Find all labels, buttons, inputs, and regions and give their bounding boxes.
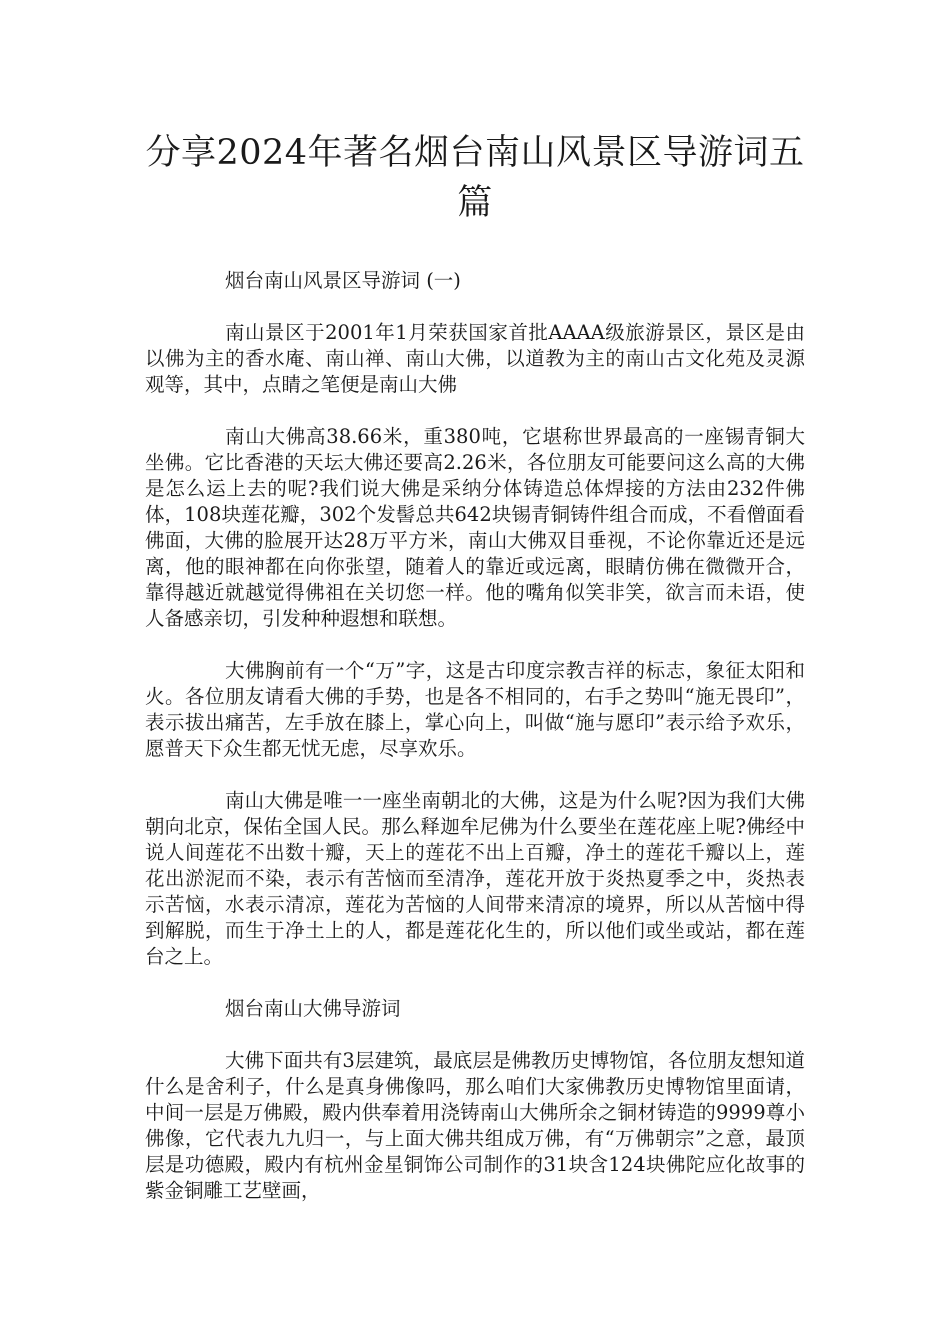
- paragraph-3: 大佛胸前有一个“万”字，这是古印度宗教吉祥的标志，象征太阳和火。各位朋友请看大佛的手势，也是各不相同的，右手之势叫“施无畏印”，表示拔出痛苦，左手放在膝上，掌心向上，叫做“施与愿印”表示给予欢乐，愿普天下众生都无忧无虑，尽享欢乐。: [145, 659, 805, 760]
- paragraph-1: 南山景区于2001年1月荣获国家首批AAAA级旅游景区，景区是由以佛为主的香水庵、南山禅、南山大佛，以道教为主的南山古文化苑及灵源观等，其中，点睛之笔便是南山大佛: [145, 321, 805, 396]
- section-heading-2: 烟台南山大佛导游词: [225, 997, 401, 1020]
- paragraph-5: 大佛下面共有3层建筑，最底层是佛教历史博物馆，各位朋友想知道什么是舍利子，什么是真身佛像吗，那么咱们大家佛教历史博物馆里面请，中间一层是万佛殿，殿内供奉着用浇铸南山大佛所余之铜材铸造的9999尊小佛像，它代表九九归一，与上面大佛共组成万佛，有“万佛朝宗”之意，最顶层是功德殿，殿内有杭州金星铜饰公司制作的31块含124块佛陀应化故事的紫金铜雕工艺壁画，: [145, 1049, 805, 1202]
- document-title: 分享2024年著名烟台南山风景区导游词五篇: [145, 133, 805, 223]
- section-heading-1: 烟台南山风景区导游词 (一): [225, 269, 461, 292]
- document-body: [145, 268, 805, 1230]
- paragraph-2: 南山大佛高38.66米，重380吨，它堪称世界最高的一座锡青铜大坐佛。它比香港的天坛大佛还要高2.26米，各位朋友可能要问这么高的大佛是怎么运上去的呢?我们说大佛是采纳分体铸造总体焊接的方法由232件佛体，108块莲花瓣，302个发髻总共642块锡青铜铸件组合而成，不看僧面看佛面，大佛的脸展开达28万平方米，南山大佛双目垂视，不论你靠近还是远离，他的眼神都在向你张望，随着人的靠近或远离，眼睛仿佛在微微开合，靠得越近就越觉得佛祖在关切您一样。他的嘴角似笑非笑，欲言而未语，使人备感亲切，引发种种遐想和联想。: [145, 425, 805, 630]
- paragraph-4: 南山大佛是唯一一座坐南朝北的大佛，这是为什么呢?因为我们大佛朝向北京，保佑全国人民。那么释迦牟尼佛为什么要坐在莲花座上呢?佛经中说人间莲花不出数十瓣，天上的莲花不出上百瓣，净土的莲花千瓣以上，莲花出淤泥而不染，表示有苦恼而至清净，莲花开放于炎热夏季之中，炎热表示苦恼，水表示清凉，莲花为苦恼的人间带来清凉的境界，所以从苦恼中得到解脱，而生于净土上的人，都是莲花化生的，所以他们或坐或站，都在莲台之上。: [145, 789, 805, 968]
